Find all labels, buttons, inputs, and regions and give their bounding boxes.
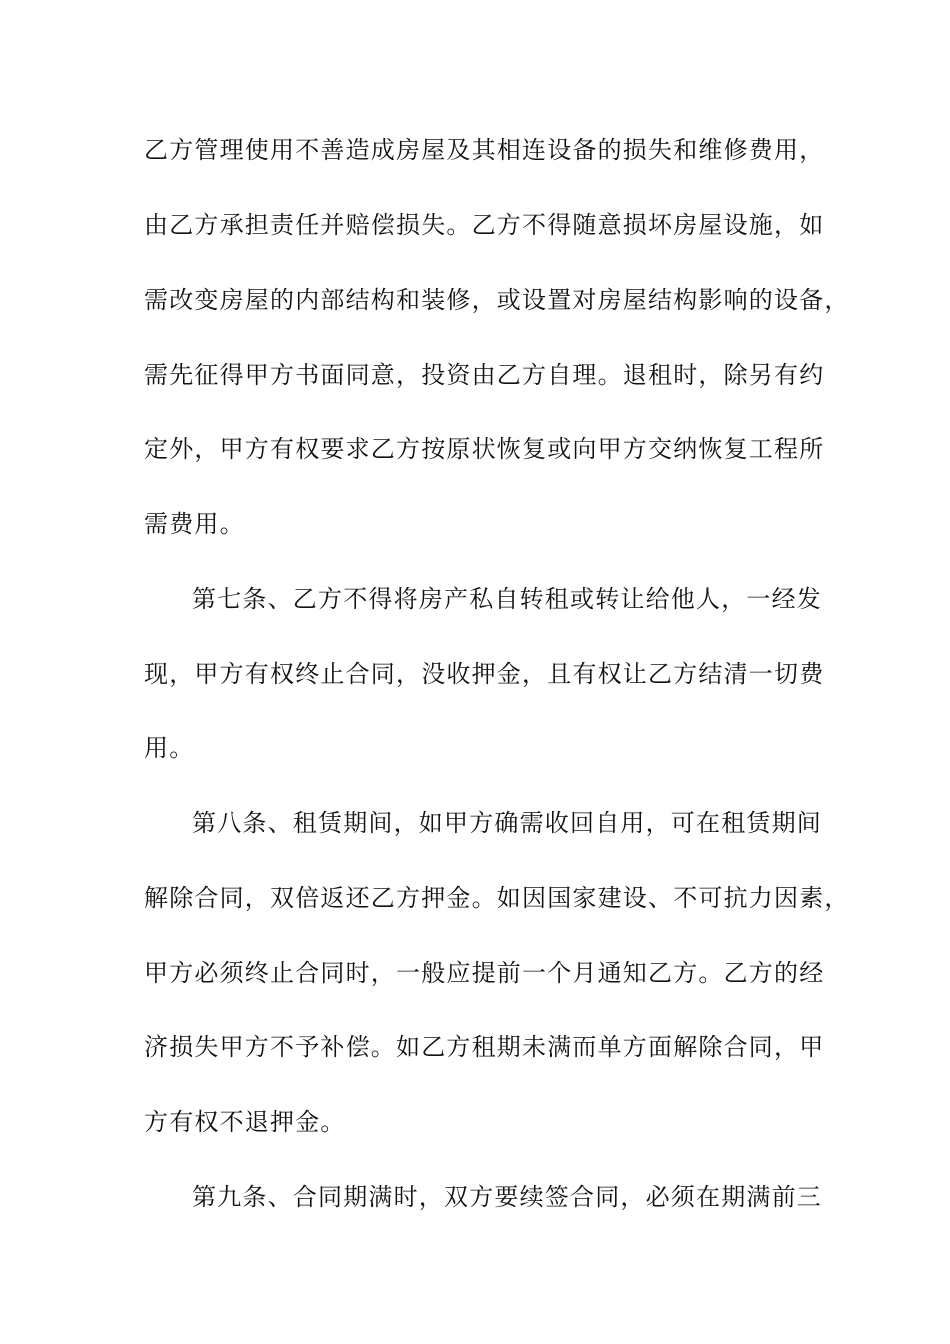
text-line: 由乙方承担责任并赔偿损失。乙方不得随意损坏房屋设施，如 [144, 211, 825, 239]
text-line: 用。 [144, 734, 195, 762]
text-line: 现，甲方有权终止合同，没收押金，且有权让乙方结清一切费 [144, 660, 825, 688]
text-line: 济损失甲方不予补偿。如乙方租期未满而单方面解除合同，甲 [144, 1033, 825, 1061]
article-8-first-line: 第八条、租赁期间，如甲方确需收回自用，可在租赁期间 [192, 809, 822, 837]
article-7-first-line: 第七条、乙方不得将房产私自转租或转让给他人，一经发 [192, 585, 822, 613]
text-line: 方有权不退押金。 [144, 1108, 346, 1136]
text-line: 需费用。 [144, 510, 245, 538]
text-line: 解除合同，双倍返还乙方押金。如因国家建设、不可抗力因素， [144, 884, 850, 912]
article-9-first-line: 第九条、合同期满时，双方要续签合同，必须在期满前三 [192, 1183, 822, 1211]
text-line: 甲方必须终止合同时，一般应提前一个月通知乙方。乙方的经 [144, 959, 825, 987]
text-line: 定外，甲方有权要求乙方按原状恢复或向甲方交纳恢复工程所 [144, 435, 825, 463]
text-line: 需改变房屋的内部结构和装修，或设置对房屋结构影响的设备， [144, 286, 850, 314]
text-line: 需先征得甲方书面同意，投资由乙方自理。退租时，除另有约 [144, 361, 825, 389]
text-line: 乙方管理使用不善造成房屋及其相连设备的损失和维修费用， [144, 136, 825, 164]
